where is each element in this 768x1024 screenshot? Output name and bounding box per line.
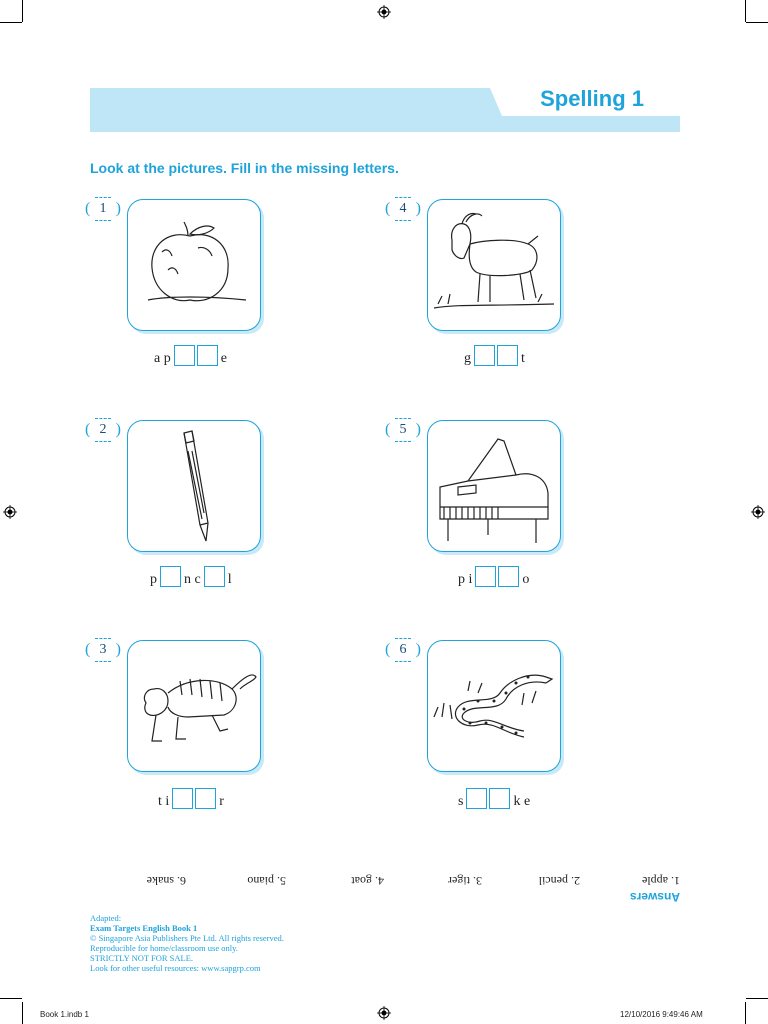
crop-mark: [0, 22, 22, 23]
item-number-badge: ( 1 ): [91, 198, 115, 220]
slug-filename: Book 1.indb 1: [40, 1010, 89, 1019]
snake-picture: [427, 640, 561, 772]
letter-box[interactable]: [466, 788, 487, 809]
word-puzzle: p n c l: [148, 565, 234, 587]
letter-box[interactable]: [498, 566, 519, 587]
word-puzzle: p i o: [456, 565, 531, 587]
answer-item: 5. piano: [247, 874, 286, 888]
item-number-badge: ( 5 ): [391, 419, 415, 441]
letter-box[interactable]: [172, 788, 193, 809]
answer-item: 6. snake: [146, 874, 186, 888]
instruction-text: Look at the pictures. Fill in the missing letters.: [90, 160, 399, 176]
crop-mark: [746, 22, 768, 23]
piano-picture: [427, 420, 561, 552]
item-number-badge: ( 4 ): [391, 198, 415, 220]
crop-mark: [0, 998, 22, 999]
answer-item: 4. goat: [351, 874, 384, 888]
letter-box[interactable]: [204, 566, 225, 587]
registration-mark-icon: [3, 505, 17, 519]
registration-mark-icon: [377, 1006, 391, 1020]
word-puzzle: g t: [462, 344, 527, 366]
answer-item: 2. pencil: [538, 874, 580, 888]
letter-box[interactable]: [489, 788, 510, 809]
item-number-badge: ( 6 ): [391, 639, 415, 661]
answers-heading: Answers: [629, 890, 680, 904]
letter-box[interactable]: [474, 345, 495, 366]
word-puzzle: t i r: [156, 787, 226, 809]
apple-picture: [127, 199, 261, 331]
tiger-picture: [127, 640, 261, 772]
word-puzzle: s k e: [456, 787, 532, 809]
answers-section: [90, 870, 680, 910]
answers-list: [90, 870, 680, 890]
item-number-badge: ( 3 ): [91, 639, 115, 661]
letter-box[interactable]: [174, 345, 195, 366]
answer-item: 1. apple: [642, 874, 680, 888]
letter-box[interactable]: [475, 566, 496, 587]
letter-box[interactable]: [195, 788, 216, 809]
registration-mark-icon: [751, 505, 765, 519]
registration-mark-icon: [377, 5, 391, 19]
crop-mark: [745, 0, 746, 22]
letter-box[interactable]: [160, 566, 181, 587]
crop-mark: [745, 1002, 746, 1024]
copyright-note: Adapted: Exam Targets English Book 1 © Singapore Asia Publishers Pte Ltd. All rights reserved. Reproducible for home/classroom use only. STRICTLY NOT FOR SALE. Look for other useful resources: www.sapgrp.com: [90, 913, 284, 973]
item-number-badge: ( 2 ): [91, 419, 115, 441]
page-title: Spelling 1: [540, 86, 644, 111]
goat-picture: [427, 199, 561, 331]
pencil-picture: [127, 420, 261, 552]
answer-item: 3. tiger: [448, 874, 482, 888]
letter-box[interactable]: [197, 345, 218, 366]
crop-mark: [22, 0, 23, 22]
crop-mark: [746, 998, 768, 999]
letter-box[interactable]: [497, 345, 518, 366]
crop-mark: [22, 1002, 23, 1024]
slug-timestamp: 12/10/2016 9:49:46 AM: [620, 1010, 703, 1019]
word-puzzle: a p e: [152, 344, 229, 366]
